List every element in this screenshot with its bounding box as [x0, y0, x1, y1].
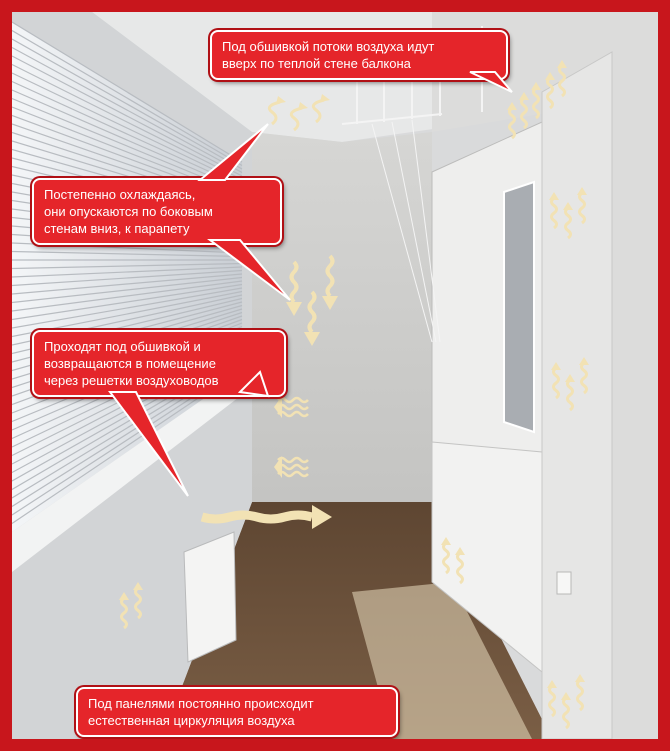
callout-cooling-descending: Постепенно охлаждаясь, они опускаются по боковым стенам вниз, к парапету [32, 178, 282, 245]
right-pillar [542, 52, 612, 739]
radiator [184, 532, 236, 662]
door-glass [504, 182, 534, 432]
callout-natural-circulation: Под панелями постоянно происходит естественная циркуляция воздуха [76, 687, 398, 737]
callout-return-through-vents: Проходят под обшивкой и возвращаются в помещение через решетки воздуховодов [32, 330, 286, 397]
air-arrow [202, 515, 312, 519]
light-switch [557, 572, 571, 594]
balcony-photo [12, 12, 658, 739]
callout-warm-wall-rising: Под обшивкой потоки воздуха идут вверх по теплой стене балкона [210, 30, 508, 80]
